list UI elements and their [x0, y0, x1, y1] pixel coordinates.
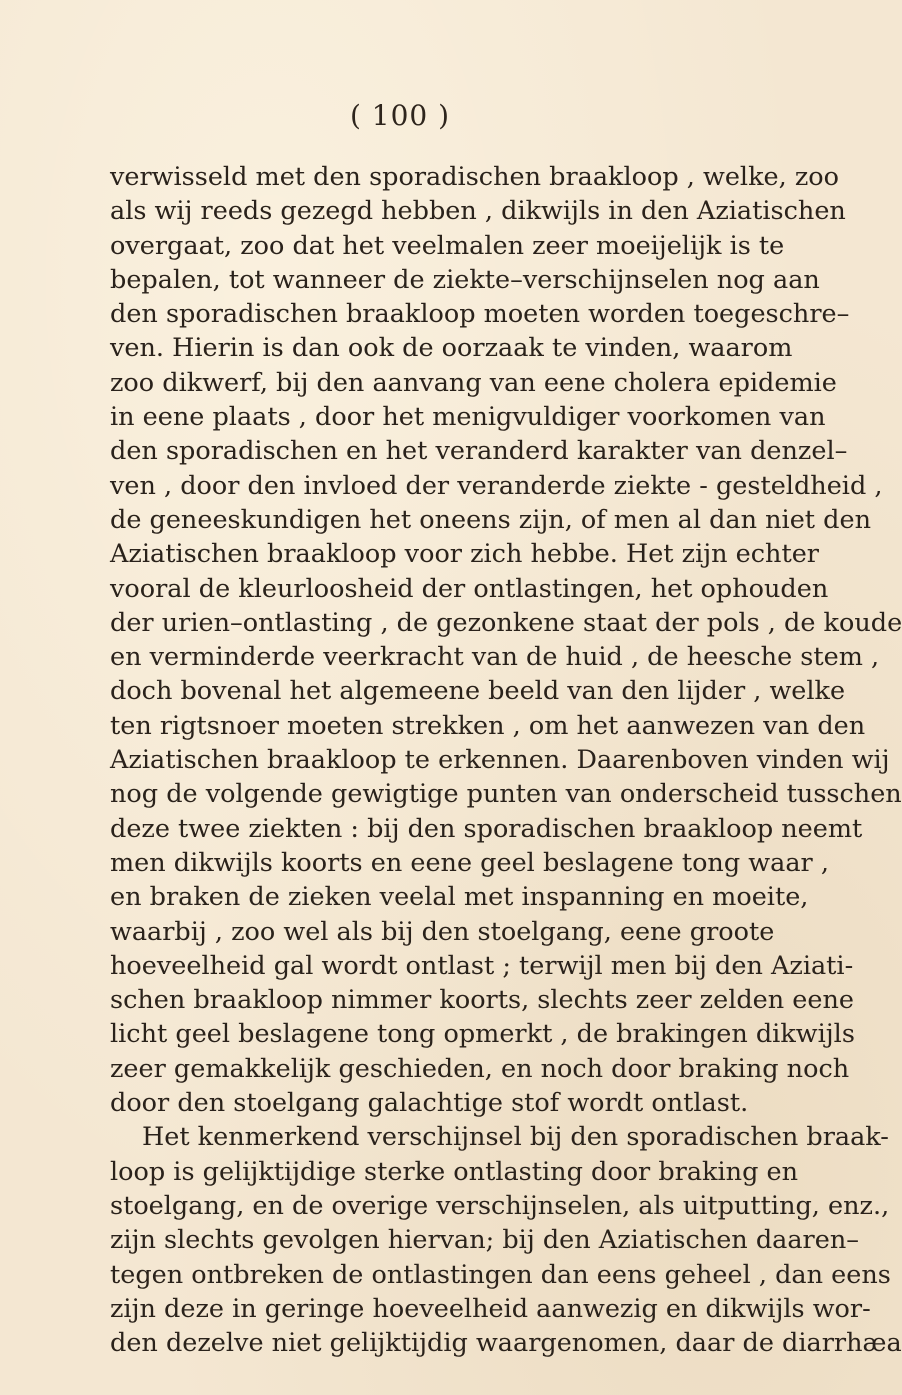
- text-line: stoelgang, en de overige verschijnselen, als uitputting, enz.,: [110, 1190, 890, 1221]
- text-line: licht geel beslagene tong opmerkt , de brakingen dikwijls: [110, 1019, 855, 1050]
- text-line: hoeveelheid gal wordt ontlast ; terwijl men bij den Aziati-: [110, 950, 854, 981]
- text-line: den sporadischen braakloop moeten worden toegeschre–: [110, 299, 850, 330]
- text-line: men dikwijls koorts en eene geel beslagene tong waar ,: [110, 847, 829, 878]
- text-line: en verminderde veerkracht van de huid , de heesche stem ,: [110, 642, 880, 673]
- text-line: den dezelve niet gelijktijdig waargenomen, daar de diarrhæa: [110, 1328, 902, 1359]
- text-line: tegen ontbreken de ontlastingen dan eens geheel , dan eens: [110, 1259, 891, 1290]
- text-line: ven. Hierin is dan ook de oorzaak te vinden, waarom: [110, 333, 793, 364]
- body-text: [110, 160, 902, 1360]
- text-line: zijn slechts gevolgen hiervan; bij den Aziatischen daaren–: [110, 1225, 860, 1256]
- text-line: zeer gemakkelijk geschieden, en noch door braking noch: [110, 1053, 850, 1084]
- text-line: den sporadischen en het veranderd karakter van denzel–: [110, 436, 848, 467]
- text-line: ten rigtsnoer moeten strekken , om het aanwezen van den: [110, 710, 866, 741]
- text-line: door den stoelgang galachtige stof wordt ontlast.: [110, 1088, 749, 1119]
- text-line: schen braakloop nimmer koorts, slechts zeer zelden eene: [110, 985, 854, 1016]
- text-line: Aziatischen braakloop te erkennen. Daarenboven vinden wij: [110, 745, 890, 776]
- page-number: ( 100 ): [349, 99, 451, 132]
- text-line: vooral de kleurloosheid der ontlastingen, het ophouden: [110, 573, 829, 604]
- text-line: deze twee ziekten : bij den sporadischen braakloop neemt: [110, 813, 863, 844]
- paragraph-first-line: Het kenmerkend verschijnsel bij den sporadischen braak-: [142, 1122, 889, 1153]
- text-line: de geneeskundigen het oneens zijn, of men al dan niet den: [110, 504, 871, 535]
- text-line: zijn deze in geringe hoeveelheid aanwezig en dikwijls wor-: [110, 1293, 871, 1324]
- text-line: bepalen, tot wanneer de ziekte–verschijnselen nog aan: [110, 264, 820, 295]
- text-line: der urien–ontlasting , de gezonkene staat der pols , de koude: [110, 607, 902, 638]
- text-line: nog de volgende gewigtige punten van onderscheid tusschen: [110, 779, 902, 810]
- text-line: loop is gelijktijdige sterke ontlasting door braking en: [110, 1156, 799, 1187]
- text-line: zoo dikwerf, bij den aanvang van eene cholera epidemie: [110, 367, 837, 398]
- text-line: waarbij , zoo wel als bij den stoelgang, eene groote: [110, 916, 775, 947]
- text-line: verwisseld met den sporadischen braakloop , welke, zoo: [110, 162, 839, 192]
- text-line: Aziatischen braakloop voor zich hebbe. Het zijn echter: [110, 539, 819, 570]
- text-line: ven , door den invloed der veranderde ziekte - gesteldheid ,: [110, 470, 883, 501]
- text-line: als wij reeds gezegd hebben , dikwijls in den Aziatischen: [110, 196, 846, 227]
- text-line: doch bovenal het algemeene beeld van den lijder , welke: [110, 676, 846, 707]
- text-line: overgaat, zoo dat het veelmalen zeer moeijelijk is te: [110, 230, 785, 261]
- text-line: en braken de zieken veelal met inspanning en moeite,: [110, 882, 809, 913]
- text-line: in eene plaats , door het menigvuldiger voorkomen van: [110, 402, 826, 433]
